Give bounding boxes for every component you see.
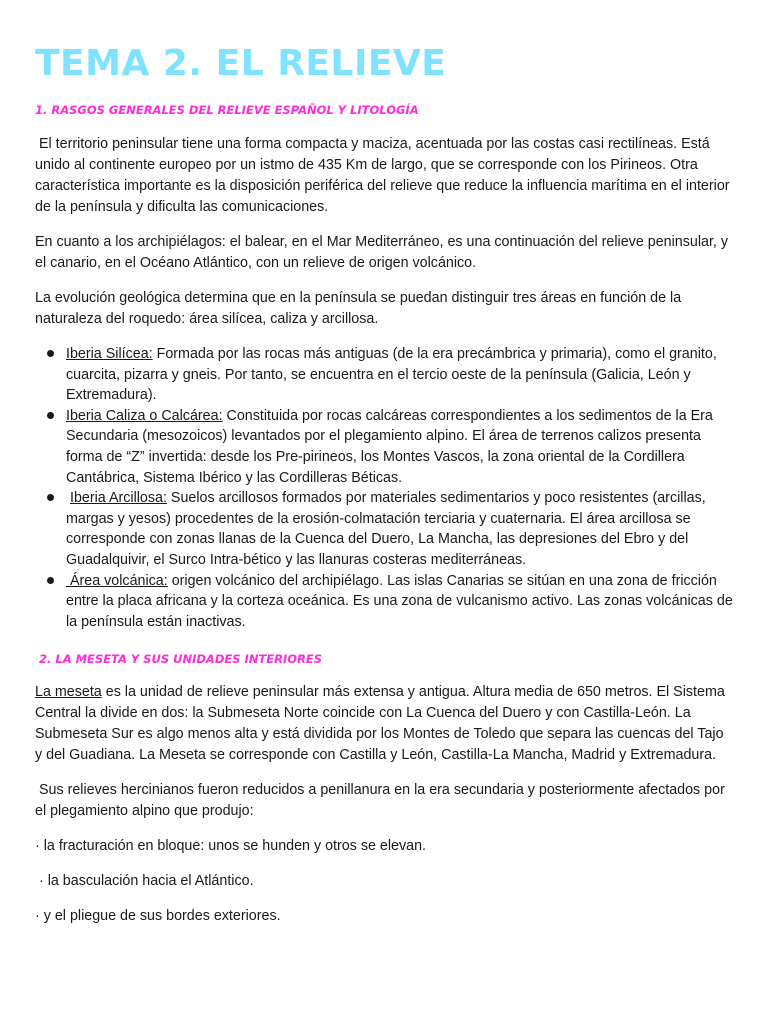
section-1-heading: 1. RASGOS GENERALES DEL RELIEVE ESPAÑOL Y LITOLOGÍA	[35, 103, 419, 117]
paragraph	[35, 682, 733, 766]
list-item	[35, 571, 733, 633]
list-item	[35, 344, 733, 406]
list-item	[35, 488, 733, 570]
list-item-text: Suelos arcillosos formados por materiales sedimentarios y poco resistentes (arcillas, margas y yesos) procedentes de la erosión-colmatación terciaria y cuaternaria. El área arcillosa se corresponde con zonas llanas de la Cuenca del Duero, La Mancha, las depresiones del Ebro y del Guadalquivir, el Surco Intra-bético y las llanuras costeras mediterráneas.	[66, 490, 706, 568]
paragraph: En cuanto a los archipiélagos: el balear, en el Mar Mediterráneo, es una continuación del relieve peninsular, y el canario, en el Océano Atlántico, con un relieve de origen volcánico.	[35, 234, 729, 271]
list-item-text: Formada por las rocas más antiguas (de la era precámbrica y primaria), como el granito, cuarcita, pizarra y gneis. Por tanto, se encuentra en el tercio oeste de la península (Galicia, León y Extremadura).	[66, 346, 717, 404]
section-2-heading: 2. LA MESETA Y SUS UNIDADES INTERIORES	[35, 652, 323, 667]
list-item-text: origen volcánico del archipiélago. Las islas Canarias se sitúan en una zona de fricción entre la placa africana y la corteza oceánica. Es una zona de vulcanismo activo. Las zonas volcánicas de la península están inactivas.	[66, 572, 733, 630]
list-line: · la fracturación en bloque: unos se hunden y otros se elevan.	[35, 838, 427, 855]
list-line: · la basculación hacia el Atlántico.	[35, 873, 254, 890]
paragraph-text: es la unidad de relieve peninsular más extensa y antigua. Altura media de 650 metros. El Sistema Central la divide en dos: la Submeseta Norte coincide con La Cuenca del Duero y con Castilla-León. La Submeseta Sur es algo menos alta y está dividida por los Montes de Toledo que separa las cuencas del Tajo y del Guadiana. La Meseta se corresponde con Castilla y León, Castilla-La Mancha, Madrid y Extremadura.	[35, 684, 725, 764]
list-item-term: Iberia Caliza o Calcárea:	[66, 407, 223, 424]
list-item-term: Área volcánica:	[66, 572, 168, 589]
bullet-list	[35, 344, 733, 632]
paragraph: La evolución geológica determina que en la península se puedan distinguir tres áreas en función de la naturaleza del roquedo: área silícea, caliza y arcillosa.	[35, 290, 682, 327]
paragraph-term: La meseta	[35, 684, 102, 701]
list-item	[35, 406, 733, 488]
bullet-icon	[47, 350, 54, 357]
paragraph: El territorio peninsular tiene una forma compacta y maciza, acentuada por las costas casi rectilíneas. Está unido al continente europeo por un istmo de 435 Km de largo, que se corresponde con los Pirineos. Otra característica importante es la disposición periférica del relieve que reduce la influencia marítima en el interior de la península y dificulta las comunicaciones.	[35, 136, 734, 215]
list-item-term: Iberia Arcillosa:	[70, 490, 167, 507]
document-page	[35, 38, 733, 927]
bullet-icon	[47, 494, 54, 501]
list-item-text: Constituida por rocas calcáreas correspondientes a los sedimentos de la Era Secundaria (mesozoicos) levantados por el plegamiento alpino. El área de terrenos calizos presenta forma de “Z” invertida: desde los Pre-pirineos, los Montes Vascos, la zona oriental de la Cordillera Cantábrica, Sistema Ibérico y las Cordilleras Béticas.	[66, 407, 713, 486]
list-item-term: Iberia Silícea:	[66, 346, 153, 362]
page-title: TEMA 2. EL RELIEVE	[35, 43, 447, 84]
bullet-icon	[47, 577, 54, 584]
paragraph: Sus relieves hercinianos fueron reducidos a penillanura en la era secundaria y posteriormente afectados por el plegamiento alpino que produjo:	[35, 782, 729, 820]
list-line: · y el pliegue de sus bordes exteriores.	[35, 908, 281, 925]
bullet-icon	[47, 412, 54, 419]
